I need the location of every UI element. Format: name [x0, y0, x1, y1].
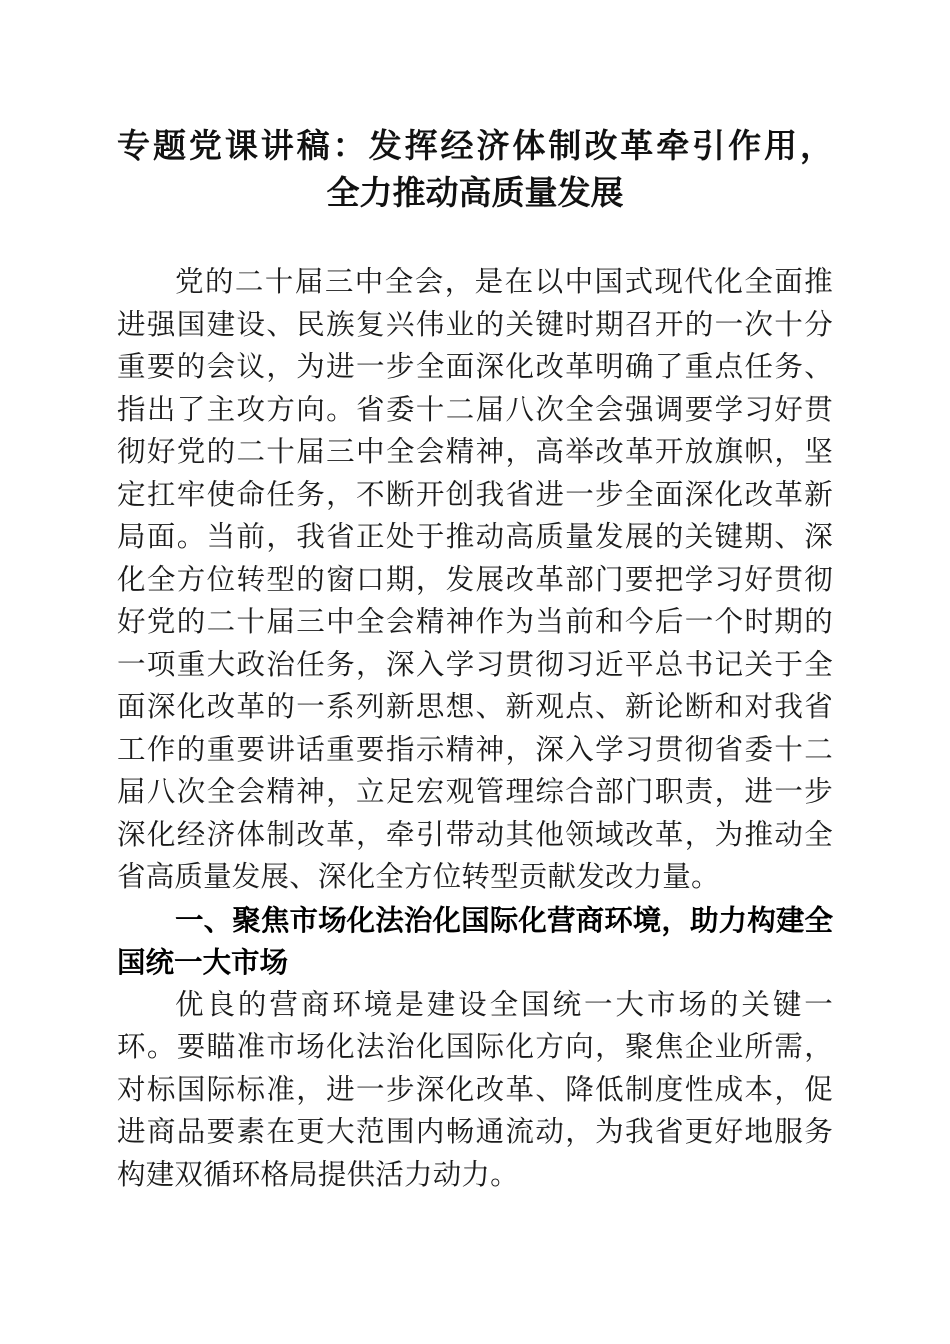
page-title: [117, 0, 833, 218]
section-heading-1: 一、聚焦市场化法治化国际化营商环境，助力构建全国统一大市场: [117, 904, 833, 979]
document-content: [117, 0, 833, 1197]
intro-paragraph: 党的二十届三中全会，是在以中国式现代化全面推进强国建设、民族复兴伟业的关键时期召开的一次十分重要的会议，为进一步全面深化改革明确了重点任务、指出了主攻方向。省委十二届八次全会强调要学习好贯彻好党的二十届三中全会精神，高举改革开放旗帜，坚定扛牢使命任务，不断开创我省进一步全面深化改革新局面。当前，我省正处于推动高质量发展的关键期、深化全方位转型的窗口期，发展改革部门要把学习好贯彻好党的二十届三中全会精神作为当前和今后一个时期的一项重大政治任务，深入学习贯彻习近平总书记关于全面深化改革的一系列新思想、新观点、新论断和对我省工作的重要讲话重要指示精神，深入学习贯彻省委十二届八次全会精神，立足宏观管理综合部门职责，进一步深化经济体制改革，牵引带动其他领域改革，为推动全省高质量发展、深化全方位转型贡献发改力量。: [117, 267, 833, 893]
page-title-line-2: 全力推动高质量发展: [326, 176, 624, 212]
document-body: [117, 262, 833, 1197]
section-1-paragraph-1: 优良的营商环境是建设全国统一大市场的关键一环。要瞄准市场化法治化国际化方向，聚焦企业所需，对标国际标准，进一步深化改革、降低制度性成本，促进商品要素在更大范围内畅通流动，为我省更好地服务构建双循环格局提供活力动力。: [117, 989, 833, 1191]
page-title-line-1: 专题党课讲稿：发挥经济体制改革牵引作用，: [117, 129, 833, 165]
